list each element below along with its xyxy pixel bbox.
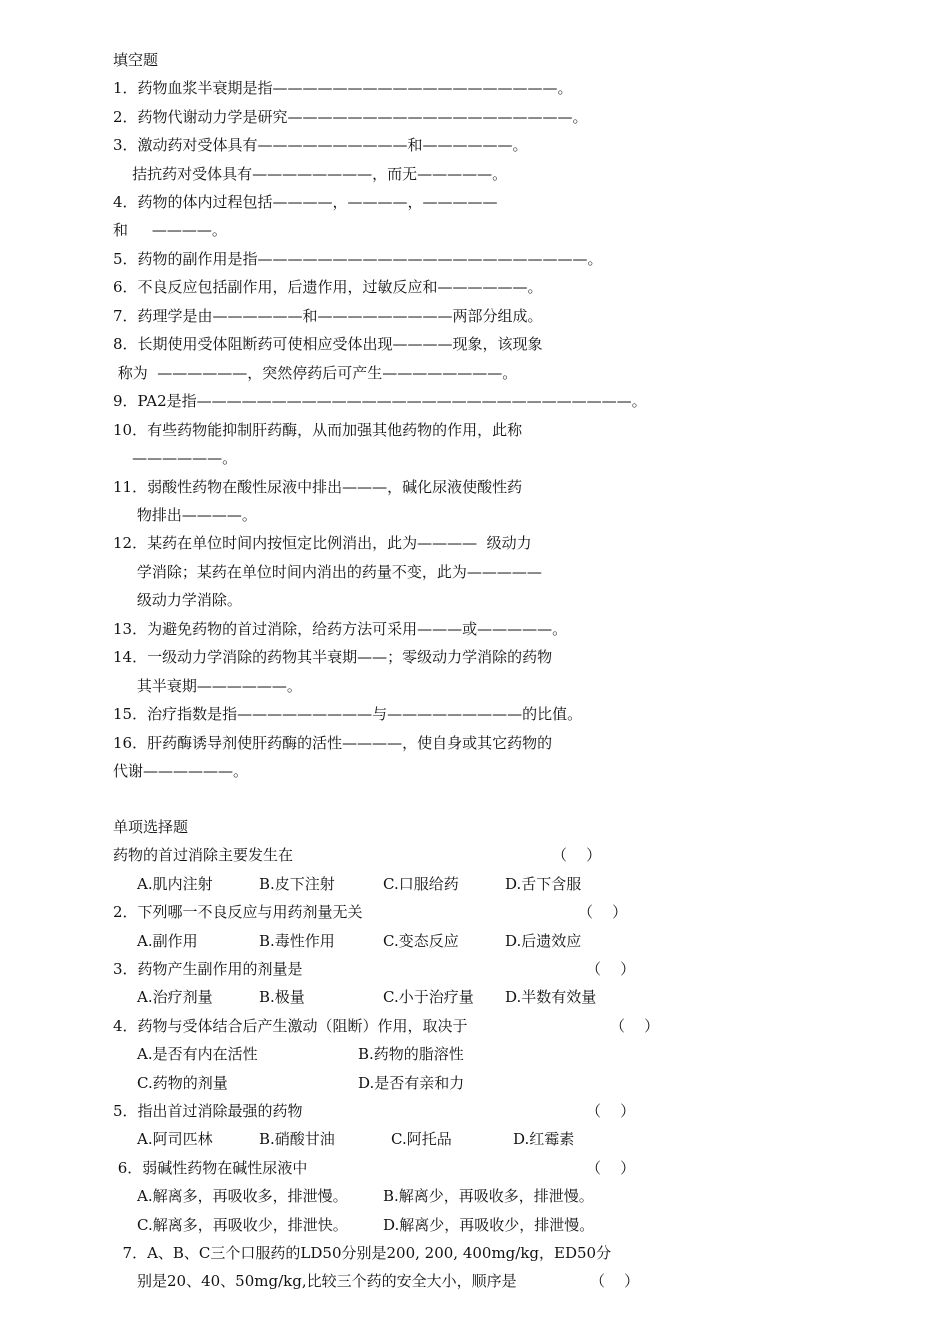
answer-paren[interactable]: （ ） xyxy=(586,960,636,978)
fill-line: 8．长期使用受体阻断药可使相应受体出现————现象，该现象 xyxy=(113,335,543,353)
fill-line: 14．一级动力学消除的药物其半衰期——；零级动力学消除的药物 xyxy=(113,648,553,666)
fill-line: 物排出————。 xyxy=(113,506,257,524)
option-a[interactable]: A.是否有内在活性 xyxy=(137,1045,258,1063)
question-stem: 7．A、B、C三个口服药的LD50分别是200, 200, 400mg/kg，ED50分 xyxy=(113,1244,612,1262)
answer-paren[interactable]: （ ） xyxy=(610,1017,660,1035)
answer-paren[interactable]: （ ） xyxy=(586,1102,636,1120)
option-d[interactable]: D.后遗效应 xyxy=(505,932,582,950)
fill-line: 拮抗药对受体具有————————，而无—————。 xyxy=(113,165,508,183)
option-c[interactable]: C.小于治疗量 xyxy=(383,988,474,1006)
question-stem: 3．药物产生副作用的剂量是 xyxy=(113,960,303,978)
fill-line: 其半衰期——————。 xyxy=(113,677,302,695)
question-stem-continued: 别是20、40、50mg/kg,比较三个药的安全大小，顺序是 xyxy=(137,1272,517,1290)
answer-paren[interactable]: （ ） xyxy=(590,1272,640,1290)
fill-line: 16．肝药酶诱导剂使肝药酶的活性————，使自身或其它药物的 xyxy=(113,734,553,752)
option-b[interactable]: B.皮下注射 xyxy=(259,875,335,893)
question-stem: 药物的首过消除主要发生在 xyxy=(113,846,294,864)
answer-paren[interactable]: （ ） xyxy=(578,903,628,921)
fill-line: 7．药理学是由——————和—————————两部分组成。 xyxy=(113,307,543,325)
question-stem: 2．下列哪一不良反应与用药剂量无关 xyxy=(113,903,363,921)
question-stem: 4．药物与受体结合后产生激动（阻断）作用，取决于 xyxy=(113,1017,468,1035)
option-a[interactable]: A.治疗剂量 xyxy=(137,988,213,1006)
option-b[interactable]: B.毒性作用 xyxy=(259,932,335,950)
section-title-fill: 填空题 xyxy=(113,51,159,69)
option-c[interactable]: C.口服给药 xyxy=(383,875,459,893)
fill-line: 和 ————。 xyxy=(113,221,227,239)
option-c[interactable]: C.阿托品 xyxy=(391,1130,452,1148)
fill-line: 11．弱酸性药物在酸性尿液中排出———，碱化尿液使酸性药 xyxy=(113,478,523,496)
answer-paren[interactable]: （ ） xyxy=(552,846,602,864)
option-d[interactable]: D.半数有效量 xyxy=(505,988,597,1006)
fill-line: 4．药物的体内过程包括————，————，————— xyxy=(113,193,498,211)
fill-line: 10．有些药物能抑制肝药酶，从而加强其他药物的作用，此称 xyxy=(113,421,523,439)
option-d[interactable]: D.舌下含服 xyxy=(505,875,582,893)
section-title-choice: 单项选择题 xyxy=(113,818,189,836)
option-b[interactable]: B.解离少，再吸收多，排泄慢。 xyxy=(383,1187,594,1205)
option-d[interactable]: D.解离少，再吸收少，排泄慢。 xyxy=(383,1216,595,1234)
answer-paren[interactable]: （ ） xyxy=(586,1159,636,1177)
fill-line: 学消除；某药在单位时间内消出的药量不变，此为————— xyxy=(113,563,542,581)
option-a[interactable]: A.解离多，再吸收多，排泄慢。 xyxy=(137,1187,348,1205)
option-b[interactable]: B.药物的脂溶性 xyxy=(358,1045,464,1063)
fill-line: 9．PA2是指—————————————————————————————。 xyxy=(113,392,647,410)
fill-line: 称为 ——————，突然停药后可产生————————。 xyxy=(113,364,518,382)
fill-line: 代谢——————。 xyxy=(113,762,249,780)
option-c[interactable]: C.变态反应 xyxy=(383,932,459,950)
fill-line: 1．药物血浆半衰期是指———————————————————。 xyxy=(113,79,573,97)
option-a[interactable]: A.肌内注射 xyxy=(137,875,213,893)
fill-line: 5．药物的副作用是指——————————————————————。 xyxy=(113,250,603,268)
fill-line: 3．激动药对受体具有——————————和——————。 xyxy=(113,136,528,154)
fill-line: 级动力学消除。 xyxy=(113,591,242,609)
option-a[interactable]: A.副作用 xyxy=(137,932,198,950)
fill-line: ——————。 xyxy=(113,449,238,467)
question-stem: 6．弱碱性药物在碱性尿液中 xyxy=(113,1159,308,1177)
option-d[interactable]: D.是否有亲和力 xyxy=(358,1074,465,1092)
option-a[interactable]: A.阿司匹林 xyxy=(137,1130,213,1148)
option-b[interactable]: B.硝酸甘油 xyxy=(259,1130,335,1148)
fill-line: 15．治疗指数是指—————————与—————————的比值。 xyxy=(113,705,583,723)
question-stem: 5．指出首过消除最强的药物 xyxy=(113,1102,303,1120)
fill-line: 13．为避免药物的首过消除，给药方法可采用———或—————。 xyxy=(113,620,568,638)
fill-line: 6．不良反应包括副作用，后遗作用，过敏反应和——————。 xyxy=(113,278,543,296)
fill-line: 12．某药在单位时间内按恒定比例消出，此为———— 级动力 xyxy=(113,534,532,552)
option-c[interactable]: C.解离多，再吸收少，排泄快。 xyxy=(137,1216,348,1234)
option-b[interactable]: B.极量 xyxy=(259,988,305,1006)
fill-line: 2．药物代谢动力学是研究———————————————————。 xyxy=(113,108,588,126)
option-c[interactable]: C.药物的剂量 xyxy=(137,1074,228,1092)
option-d[interactable]: D.红霉素 xyxy=(513,1130,575,1148)
